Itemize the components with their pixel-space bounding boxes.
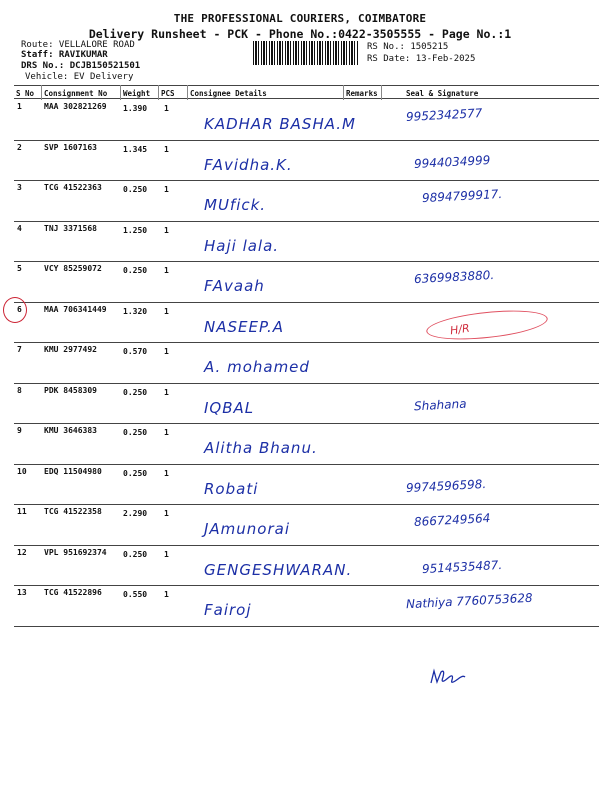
weight-cell: 0.250 <box>123 185 148 194</box>
consignment-cell: KMU 3646383 <box>44 426 97 435</box>
consignment-cell: MAA 706341449 <box>44 304 107 314</box>
consignee-name: KADHAR BASHA.M <box>204 115 356 133</box>
row-divider <box>14 626 599 627</box>
consignee-name: Haji lala. <box>204 236 280 255</box>
sno-cell: 5 <box>17 264 22 273</box>
weight-cell: 0.250 <box>123 266 148 275</box>
pcs-cell: 1 <box>164 144 169 154</box>
consignee-name: MUfick. <box>204 196 267 214</box>
row-divider <box>14 585 599 586</box>
weight-cell: 2.290 <box>123 509 148 518</box>
sno-cell: 9 <box>17 426 22 435</box>
col-remarks-header: Remarks <box>346 89 378 98</box>
row-divider <box>14 545 599 546</box>
weight-cell: 0.250 <box>123 428 148 437</box>
signature-text: Shahana <box>413 396 467 413</box>
col-weight-header: Weight <box>123 89 151 98</box>
sno-cell: 13 <box>17 588 27 597</box>
signature-text: 9514535487. <box>421 557 503 576</box>
pcs-cell: 1 <box>164 306 169 316</box>
signature-text: 6369983880. <box>413 267 495 287</box>
pcs-cell: 1 <box>164 185 169 194</box>
barcode <box>253 41 358 65</box>
rs-date-label: RS Date: 13-Feb-2025 <box>367 54 476 64</box>
pcs-cell: 1 <box>164 468 169 478</box>
row-divider <box>14 342 599 343</box>
row6-circle-mark <box>3 297 27 323</box>
consignee-name: Alitha Bhanu. <box>204 439 318 457</box>
consignment-cell: VCY 85259072 <box>44 264 102 273</box>
signature-text: 9952342577 <box>405 106 483 124</box>
sno-cell: 3 <box>17 183 22 192</box>
consignment-cell: TCG 41522896 <box>44 588 102 597</box>
signature-text: 9944034999 <box>413 152 491 171</box>
weight-cell: 0.570 <box>123 347 148 356</box>
row-divider <box>14 221 599 222</box>
weight-cell: 0.250 <box>123 468 148 478</box>
consignment-cell: PDK 8458309 <box>44 385 97 395</box>
col-signature-header: Seal & Signature <box>406 89 479 98</box>
consignment-cell: VPL 951692374 <box>44 547 107 557</box>
row-divider <box>14 423 599 424</box>
route-label: Route: VELLALORE ROAD <box>21 40 135 50</box>
footer-signature <box>428 665 468 689</box>
pcs-cell: 1 <box>164 387 169 397</box>
runsheet-table <box>14 85 599 632</box>
consignment-cell: TCG 41522363 <box>44 183 102 192</box>
pcs-cell: 1 <box>164 509 169 518</box>
weight-cell: 0.550 <box>123 590 148 599</box>
pcs-cell: 1 <box>164 549 169 559</box>
row-divider <box>14 383 599 384</box>
sno-cell: 10 <box>17 466 27 476</box>
consignee-name: FAvidha.K. <box>204 155 293 174</box>
drs-label: DRS No.: DCJB150521501 <box>21 61 141 71</box>
consignee-name: IQBAL <box>204 398 255 417</box>
consignee-name: Robati <box>204 479 259 498</box>
pcs-cell: 1 <box>164 590 169 599</box>
weight-cell: 1.345 <box>123 144 148 154</box>
consignee-name: JAmunorai <box>204 520 291 538</box>
row-divider <box>14 140 599 141</box>
sno-cell: 4 <box>17 223 22 233</box>
col-pcs-header: PCS <box>161 89 175 98</box>
col-consignee-header: Consignee Details <box>190 89 267 98</box>
col-consignment-header: Consignment No <box>44 89 108 98</box>
sno-cell: 7 <box>17 345 22 354</box>
signature-text: 9974596598. <box>405 476 487 495</box>
signature-text: Nathiya 7760753628 <box>405 590 533 612</box>
consignee-name: NASEEP.A <box>204 317 284 336</box>
weight-cell: 0.250 <box>123 549 148 559</box>
consignment-cell: TNJ 3371568 <box>44 223 97 233</box>
rs-no-label: RS No.: 1505215 <box>367 42 449 52</box>
pcs-cell: 1 <box>164 428 169 437</box>
pcs-cell: 1 <box>164 347 169 356</box>
consignee-name: A. mohamed <box>204 358 310 376</box>
runsheet-title: Delivery Runsheet - PCK - Phone No.:0422-3505555 - Page No.:1 <box>88 27 512 41</box>
weight-cell: 1.320 <box>123 306 148 316</box>
sno-cell: 1 <box>17 102 22 111</box>
company-title: THE PROFESSIONAL COURIERS, COIMBATORE <box>173 12 427 25</box>
row-divider <box>14 180 599 181</box>
sno-cell: 12 <box>17 547 27 557</box>
sno-cell: 8 <box>17 385 22 395</box>
row-divider <box>14 464 599 465</box>
pcs-cell: 1 <box>164 225 169 235</box>
consignment-cell: KMU 2977492 <box>44 345 97 354</box>
vehicle-label: Vehicle: EV Delivery <box>25 72 134 82</box>
signature-text: 8667249564 <box>413 511 491 529</box>
consignment-cell: MAA 302821269 <box>44 102 107 111</box>
weight-cell: 1.390 <box>123 104 148 113</box>
consignee-name: FAvaah <box>204 277 265 295</box>
pcs-cell: 1 <box>164 104 169 113</box>
sno-cell: 2 <box>17 142 22 152</box>
consignment-cell: TCG 41522358 <box>44 507 102 516</box>
row-divider <box>14 504 599 505</box>
staff-label: Staff: RAVIKUMAR <box>21 50 108 60</box>
weight-cell: 1.250 <box>123 225 148 235</box>
row-divider <box>14 261 599 262</box>
sno-cell: 11 <box>17 507 27 516</box>
consignee-name: GENGESHWARAN. <box>204 560 353 579</box>
pcs-cell: 1 <box>164 266 169 275</box>
consignment-cell: EDQ 11504980 <box>44 466 102 476</box>
consignee-name: Fairoj <box>204 601 252 619</box>
col-sno-header: S No <box>16 89 35 98</box>
consignment-cell: SVP 1607163 <box>44 142 97 152</box>
signature-text: 9894799917. <box>421 186 503 206</box>
weight-cell: 0.250 <box>123 387 148 397</box>
sno-cell: 6 <box>17 304 22 314</box>
row6-remark: H/R <box>449 321 471 338</box>
row-divider <box>14 302 599 303</box>
